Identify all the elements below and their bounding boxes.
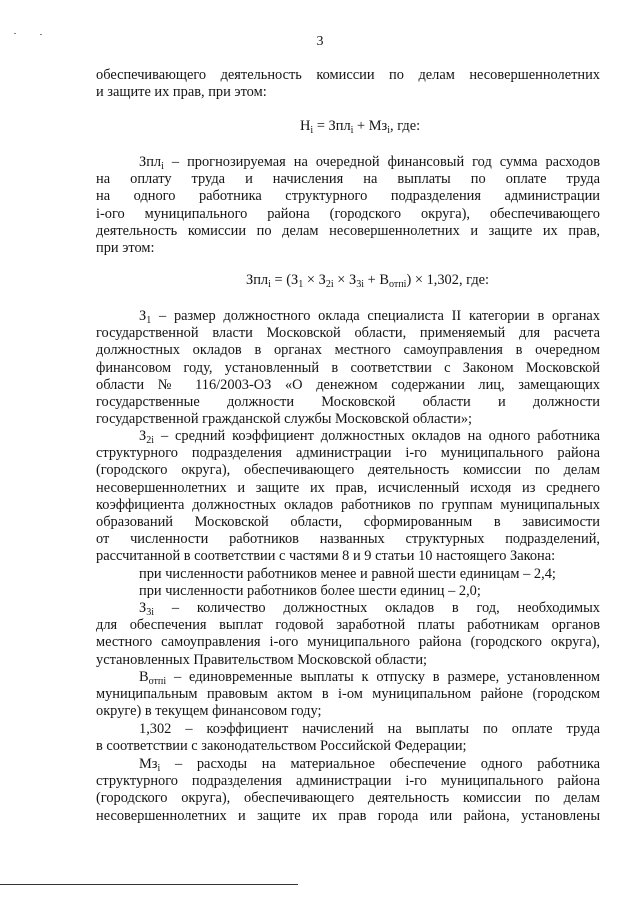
subscript: 3i	[146, 607, 155, 618]
text-line: области № 116/2003-ОЗ «О денежном содержании лиц, замещающих	[96, 376, 600, 393]
text-span: З	[139, 308, 147, 324]
text-line: государственные должности Московской области и должности	[96, 394, 600, 411]
text-line	[96, 669, 600, 686]
text-line: государственной гражданской службы Московской области»;	[96, 411, 473, 428]
subscript: i	[387, 125, 391, 136]
text-line	[96, 308, 600, 325]
subscript: i	[268, 279, 271, 290]
text-line: коэффициента должностных окладов работников по группам муниципальных	[96, 496, 600, 513]
text-span: – расходы на материальное обеспечение одного работника	[160, 756, 600, 772]
subscript: 1	[298, 279, 304, 290]
text-span: Зпл	[246, 272, 269, 288]
text-line: для обеспечения выплат годовой заработной платы работникам органов	[96, 617, 600, 634]
z3-definition	[96, 600, 600, 669]
text-line: государственной власти Московской области, применяемый для расчета	[96, 325, 600, 342]
text-line: должностных окладов в органах местного самоуправления в очередном	[96, 342, 600, 359]
subscript: i	[310, 125, 314, 136]
text-line: 1,302 – коэффициент начислений на выплаты по оплате труда	[139, 721, 600, 737]
subscript: 3i	[356, 279, 365, 290]
text-line: несовершеннолетних и защите их прав, исчисленный исходя из среднего	[96, 479, 600, 496]
formula-zpl	[246, 272, 489, 289]
subscript: отпi	[388, 279, 407, 290]
text-line: установленных Правительством Московской области;	[96, 651, 428, 668]
text-line: на оплату труда и начисления на выплаты по оплате труда	[96, 171, 600, 188]
text-line: деятельность комиссии по делам несовершеннолетних и защите их прав,	[96, 222, 600, 239]
mz-definition	[96, 756, 600, 825]
text-span: В	[139, 669, 149, 685]
text-line	[96, 756, 600, 773]
text-line: (городского округа), обеспечивающего деятельность комиссии по делам	[96, 462, 600, 479]
votp-definition	[96, 669, 600, 721]
text-span: = (З	[270, 272, 299, 288]
text-line: в соответствии с законодательством Российской Федерации;	[96, 738, 467, 755]
text-span: H	[300, 118, 311, 134]
text-span: З	[139, 428, 147, 444]
text-line: рассчитанной в соответствии с частями 8 и 9 статьи 10 настоящего Закона:	[96, 548, 556, 565]
text-line: образований Московской области, сформированным в зависимости	[96, 514, 600, 531]
text-span: – прогнозируемая на очередной финансовый год сумма расходов	[163, 154, 600, 170]
text-line: структурного подразделения администрации i-го муниципального района	[96, 445, 600, 462]
z2-definition	[96, 428, 600, 600]
subscript: 2i	[325, 279, 334, 290]
subscript: 2i	[146, 435, 155, 446]
text-line: на одного работника структурного подразделения администрации	[96, 188, 600, 205]
text-line	[96, 154, 600, 171]
text-span: × З	[303, 272, 326, 288]
coefficient-definition	[96, 721, 600, 755]
text-line: при этом:	[96, 240, 155, 257]
text-span: – единовременные выплаты к отпуску в размере, установленном	[166, 669, 600, 685]
text-line: местного самоуправления i-ого муниципального района (городского округа),	[96, 634, 600, 651]
zpl-definition	[96, 154, 600, 257]
formula-h	[300, 118, 420, 135]
case-line: при численности работников менее и равной шести единицам – 2,4;	[139, 565, 556, 582]
text-span: + Мз	[353, 118, 388, 134]
case-line: при численности работников более шести единиц – 2,0;	[139, 582, 481, 599]
text-line: обеспечивающего деятельность комиссии по делам несовершеннолетних	[96, 67, 600, 83]
subscript: i	[161, 161, 164, 172]
text-span: ) × 1,302, где:	[406, 272, 490, 288]
text-line: от численности работников названных структурных подразделений,	[96, 531, 600, 548]
text-span: Зпл	[139, 154, 162, 170]
text-span: , где:	[390, 118, 421, 134]
text-span: – средний коэффициент должностных окладов на одного работника	[154, 428, 600, 444]
text-line: финансовом году, установленный в соответствии с Законом Московской	[96, 359, 600, 376]
text-line: муниципальным правовым актом в i-ом муниципальном районе (городском	[96, 686, 600, 703]
text-line: несовершеннолетних и защите их прав города или района, установлены	[96, 807, 600, 824]
subscript: i	[350, 125, 354, 136]
text-span: З	[139, 600, 147, 616]
text-line	[96, 600, 600, 617]
text-span: + В	[364, 272, 389, 288]
subscript: 1	[146, 315, 152, 326]
text-line: округе) в текущем финансовом году;	[96, 703, 322, 720]
text-span: – размер должностного оклада специалиста II категории в органах	[151, 308, 600, 324]
subscript: отпi	[148, 676, 167, 687]
z1-definition	[96, 308, 600, 428]
text-span: – количество должностных окладов в год, необходимых	[154, 600, 600, 616]
text-line: и защите их прав, при этом:	[96, 84, 267, 101]
text-span: × З	[333, 272, 357, 288]
page-number: 3	[316, 34, 324, 49]
text-line: структурного подразделения администрации i-го муниципального района	[96, 773, 600, 790]
intro-paragraph	[96, 67, 600, 101]
text-span: = Зпл	[313, 118, 351, 134]
text-line: i-ого муниципального района (городского округа), обеспечивающего	[96, 205, 600, 222]
text-line	[96, 428, 600, 445]
subscript: i	[157, 763, 161, 774]
text-span: Мз	[139, 756, 158, 772]
footnote-rule	[0, 884, 298, 885]
text-line: (городского округа), обеспечивающего деятельность комиссии по делам	[96, 790, 600, 807]
